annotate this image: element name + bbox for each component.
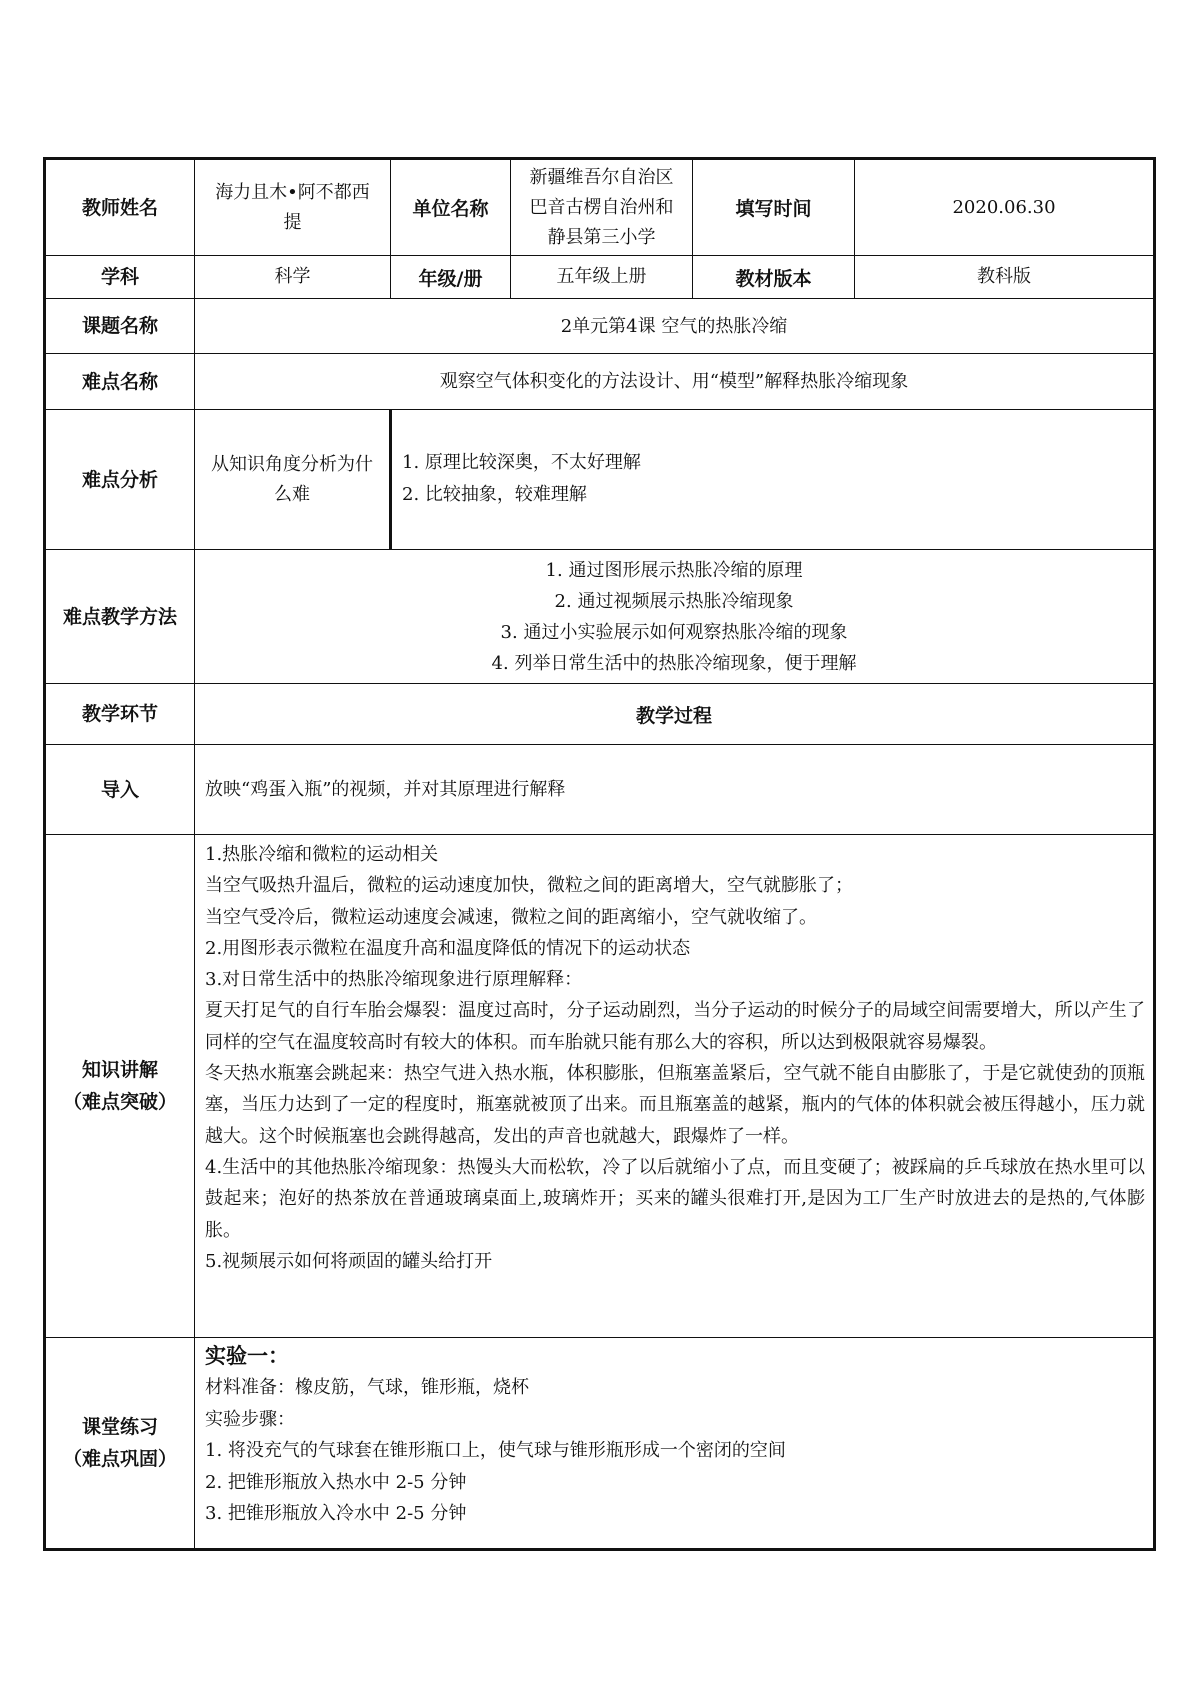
grade-value: 五年级上册 bbox=[511, 256, 693, 299]
header-row bbox=[45, 159, 1155, 256]
knowledge-paragraph: 1.热胀冷缩和微粒的运动相关 bbox=[205, 844, 439, 865]
process-title: 教学过程 bbox=[195, 684, 1155, 745]
unit-line: 巴音古楞自治州和 bbox=[529, 196, 674, 218]
analysis-label: 难点分析 bbox=[45, 410, 195, 550]
analysis-item: 1. 原理比较深奥，不太好理解 bbox=[402, 452, 641, 473]
grade-label: 年级/册 bbox=[391, 256, 511, 299]
date-label: 填写时间 bbox=[693, 159, 855, 256]
method-item: 2. 通过视频展示热胀冷缩现象 bbox=[554, 590, 794, 612]
knowledge-paragraph: 4.生活中的其他热胀冷缩现象：热馒头大而松软，冷了以后就缩小了点，而且变硬了；被踩扁的乒乓球放在热水里可以鼓起来；泡好的热茶放在普通玻璃桌面上,玻璃炸开；买来的罐头很难打开,是因为工厂生产时放进去的是热的,气体膨胀。 bbox=[205, 1156, 1145, 1241]
difficulty-row bbox=[45, 354, 1155, 410]
knowledge-content bbox=[195, 835, 1155, 1338]
subject-value: 科学 bbox=[195, 256, 391, 299]
topic-row bbox=[45, 299, 1155, 354]
edition-label: 教材版本 bbox=[693, 256, 855, 299]
practice-label bbox=[45, 1338, 195, 1550]
unit-name bbox=[511, 159, 693, 256]
experiment-title: 实验一： bbox=[205, 1344, 289, 1368]
practice-row bbox=[45, 1338, 1155, 1550]
intro-value: 放映“鸡蛋入瓶”的视频，并对其原理进行解释 bbox=[195, 745, 1155, 835]
analysis-row bbox=[45, 410, 1155, 550]
topic-value: 2单元第4课 空气的热胀冷缩 bbox=[195, 299, 1155, 354]
knowledge-paragraph: 当空气受冷后，微粒运动速度会减速，微粒之间的距离缩小，空气就收缩了。 bbox=[205, 906, 817, 928]
process-stage-label: 教学环节 bbox=[45, 684, 195, 745]
knowledge-paragraph: 2.用图形表示微粒在温度升高和温度降低的情况下的运动状态 bbox=[205, 937, 691, 959]
practice-line: 2. 把锥形瓶放入热水中 2-5 分钟 bbox=[205, 1471, 467, 1493]
intro-label: 导入 bbox=[45, 745, 195, 835]
unit-line: 新疆维吾尔自治区 bbox=[529, 166, 674, 188]
edition-value: 教科版 bbox=[855, 256, 1155, 299]
knowledge-label-line: （难点突破） bbox=[62, 1091, 177, 1113]
practice-content bbox=[195, 1338, 1155, 1550]
practice-line: 3. 把锥形瓶放入冷水中 2-5 分钟 bbox=[205, 1503, 467, 1524]
difficulty-label: 难点名称 bbox=[45, 354, 195, 410]
date-value: 2020.06.30 bbox=[855, 159, 1155, 256]
intro-row bbox=[45, 745, 1155, 835]
practice-line: 1. 将没充气的气球套在锥形瓶口上，使气球与锥形瓶形成一个密闭的空间 bbox=[205, 1440, 786, 1461]
method-item: 4. 列举日常生活中的热胀冷缩现象，便于理解 bbox=[491, 652, 857, 674]
methods-list bbox=[195, 550, 1155, 684]
knowledge-paragraph: 当空气吸热升温后，微粒的运动速度加快，微粒之间的距离增大，空气就膨胀了； bbox=[205, 875, 853, 897]
unit-label: 单位名称 bbox=[391, 159, 511, 256]
subject-label: 学科 bbox=[45, 256, 195, 299]
knowledge-paragraph: 冬天热水瓶塞会跳起来：热空气进入热水瓶，体积膨胀，但瓶塞盖紧后，空气就不能自由膨胀了，于是它就使劲的顶瓶塞，当压力达到了一定的程度时，瓶塞就被顶了出来。而且瓶塞盖的越紧，瓶内的气体的体积就会被压得越小，压力就越大。这个时候瓶塞也会跳得越高，发出的声音也就越大，跟爆炸了一样。 bbox=[205, 1063, 1145, 1147]
practice-label-line: （难点巩固） bbox=[62, 1448, 177, 1470]
knowledge-row bbox=[45, 835, 1155, 1338]
difficulty-value: 观察空气体积变化的方法设计、用“模型”解释热胀冷缩现象 bbox=[195, 354, 1155, 410]
process-header-row bbox=[45, 684, 1155, 745]
analysis-list bbox=[391, 410, 1155, 550]
methods-label: 难点教学方法 bbox=[45, 550, 195, 684]
knowledge-paragraph: 3.对日常生活中的热胀冷缩现象进行原理解释： bbox=[205, 969, 583, 991]
teacher-name: 海力且木•阿不都西提 bbox=[195, 159, 391, 256]
teacher-label: 教师姓名 bbox=[45, 159, 195, 256]
unit-line: 静县第三小学 bbox=[547, 226, 656, 248]
subject-row bbox=[45, 256, 1155, 299]
method-item: 3. 通过小实验展示如何观察热胀冷缩的现象 bbox=[500, 621, 848, 643]
methods-row bbox=[45, 550, 1155, 684]
knowledge-paragraph: 夏天打足气的自行车胎会爆裂：温度过高时，分子运动剧烈，当分子运动的时候分子的局域空间需要增大，所以产生了同样的空气在温度较高时有较大的体积。而车胎就只能有那么大的容积，所以达到极限就容易爆裂。 bbox=[205, 1000, 1145, 1053]
topic-label: 课题名称 bbox=[45, 299, 195, 354]
practice-label-line: 课堂练习 bbox=[81, 1416, 158, 1438]
practice-line: 材料准备：橡皮筋，气球，锥形瓶，烧杯 bbox=[205, 1377, 529, 1398]
knowledge-paragraph: 5.视频展示如何将顽固的罐头给打开 bbox=[205, 1250, 493, 1272]
analysis-sub-label: 从知识角度分析为什么难 bbox=[195, 410, 391, 550]
practice-line: 实验步骤： bbox=[205, 1408, 295, 1430]
knowledge-label-line: 知识讲解 bbox=[81, 1059, 158, 1081]
knowledge-label bbox=[45, 835, 195, 1338]
method-item: 1. 通过图形展示热胀冷缩的原理 bbox=[545, 559, 803, 581]
lesson-plan-table bbox=[43, 157, 1156, 1551]
analysis-item: 2. 比较抽象，较难理解 bbox=[402, 484, 587, 505]
